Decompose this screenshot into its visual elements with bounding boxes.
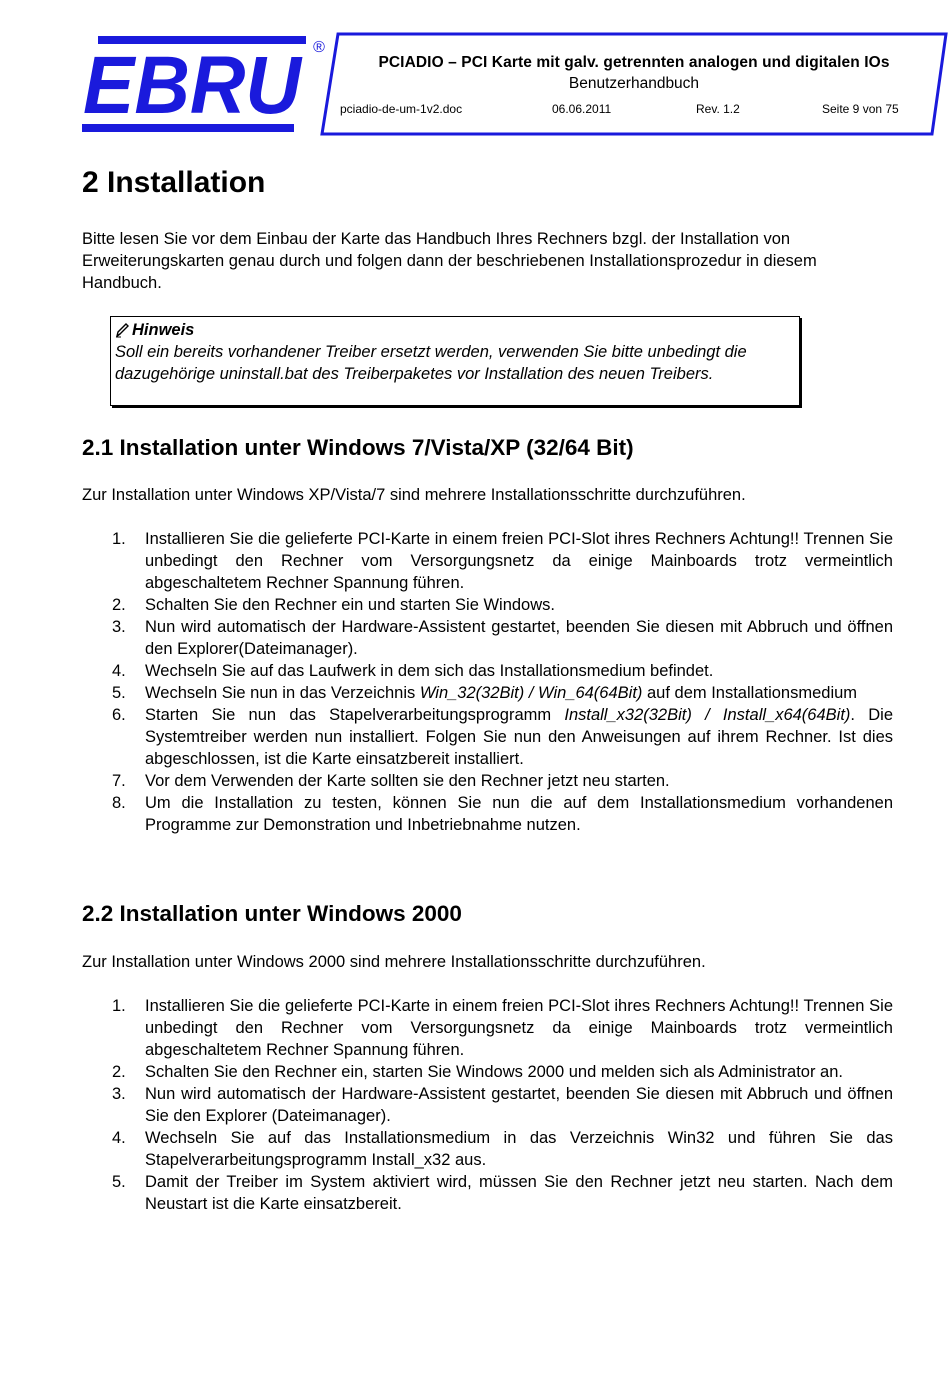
note-text: Soll ein bereits vorhandener Treiber ersetzt werden, verwenden Sie bitte unbedingt die dazugehörige uninstall.bat des Treiberpaketes vor Installation des neuen Treibers. <box>115 343 747 383</box>
page-number: Seite 9 von 75 <box>822 102 899 116</box>
document-subtitle: Benutzerhandbuch <box>568 75 700 92</box>
note-heading: Hinweis <box>132 321 195 339</box>
list-item: 8. Um die Installation zu testen, können Sie nun die auf dem Installationsmedium vorhandenen Programme zur Demonstration und Inbetriebnahme nutzen. <box>112 794 893 834</box>
document-filename: pciadio-de-um-1v2.doc <box>340 102 463 116</box>
list-item: 3. Nun wird automatisch der Hardware-Assistent gestartet, beenden Sie diesen mit Abbruch und öffnen den Explorer(Dateimanager). <box>112 618 893 658</box>
list-item: 4. Wechseln Sie auf das Laufwerk in dem sich das Installationsmedium befindet. <box>112 662 714 680</box>
list-item: 1. Installieren Sie die gelieferte PCI-Karte in einem freien PCI-Slot ihres Rechners Achtung!! Trennen Sie unbedingt den Rechner vom Versorgungsnetz da einige Mainboards trotz vermeintlich abgeschaltetem Rechner Spannung führen. <box>112 997 893 1059</box>
list-item: 5. Wechseln Sie nun in das Verzeichnis Win_32(32Bit) / Win_64(64Bit) auf dem Installationsmedium <box>112 684 858 702</box>
list-item: 7. Vor dem Verwenden der Karte sollten sie den Rechner jetzt neu starten. <box>112 772 670 790</box>
section-intro: Bitte lesen Sie vor dem Einbau der Karte das Handbuch Ihres Rechners bzgl. der Installation von Erweiterungskarten genau durch und folgen dann der beschriebenen Installationsprozedur in diesem Handbuch. <box>82 230 817 292</box>
steps-list-2-2 <box>82 995 893 1215</box>
section-heading: 2 Installation <box>82 166 266 199</box>
list-item: 4. Wechseln Sie auf das Installationsmedium in das Verzeichnis Win32 und führen Sie das Stapelverarbeitungsprogramm Install_x32 aus. <box>112 1129 893 1169</box>
document-date: 06.06.2011 <box>552 102 612 116</box>
document-revision: Rev. 1.2 <box>696 102 740 116</box>
document-header <box>320 32 940 136</box>
subsection-heading-2-1: 2.1 Installation unter Windows 7/Vista/XP (32/64 Bit) <box>82 435 634 460</box>
pen-icon <box>115 322 129 338</box>
logo-text: EBRU <box>83 40 303 131</box>
subsection-intro-2-2: Zur Installation unter Windows 2000 sind mehrere Installationsschritte durchzuführen. <box>82 953 706 971</box>
list-item: 2. Schalten Sie den Rechner ein, starten Sie Windows 2000 und melden sich als Administrator an. <box>112 1063 843 1081</box>
note-box <box>110 316 800 406</box>
list-item: 2. Schalten Sie den Rechner ein und starten Sie Windows. <box>112 596 555 614</box>
subsection-heading-2-2: 2.2 Installation unter Windows 2000 <box>82 901 462 926</box>
list-item: 1. Installieren Sie die gelieferte PCI-Karte in einem freien PCI-Slot ihres Rechners Achtung!! Trennen Sie unbedingt den Rechner vom Versorgungsnetz da einige Mainboards trotz vermeintlich abgeschaltetem Rechner Spannung führen. <box>112 530 893 592</box>
registered-mark: ® <box>313 39 325 56</box>
document-title: PCIADIO – PCI Karte mit galv. getrennten analogen und digitalen IOs <box>378 54 890 71</box>
list-item: 5. Damit der Treiber im System aktiviert wird, müssen Sie den Rechner jetzt neu starten. Nach dem Neustart ist die Karte einsatzbereit. <box>112 1173 893 1213</box>
ebru-logo <box>82 36 328 136</box>
steps-list-2-1 <box>82 528 893 836</box>
list-item: 3. Nun wird automatisch der Hardware-Assistent gestartet, beenden Sie diesen mit Abbruch und öffnen Sie den Explorer (Dateimanager). <box>112 1085 893 1125</box>
subsection-intro-2-1: Zur Installation unter Windows XP/Vista/7 sind mehrere Installationsschritte durchzuführen. <box>82 486 746 504</box>
list-item: 6. Starten Sie nun das Stapelverarbeitungsprogramm Install_x32(32Bit) / Install_x64(64Bit). Die Systemtreiber werden nun installiert. Folgen Sie nun den Anweisungen auf ihrem Rechner. Ist dies abgeschlossen, ist die Karte einsatzbereit installiert. <box>112 706 893 768</box>
